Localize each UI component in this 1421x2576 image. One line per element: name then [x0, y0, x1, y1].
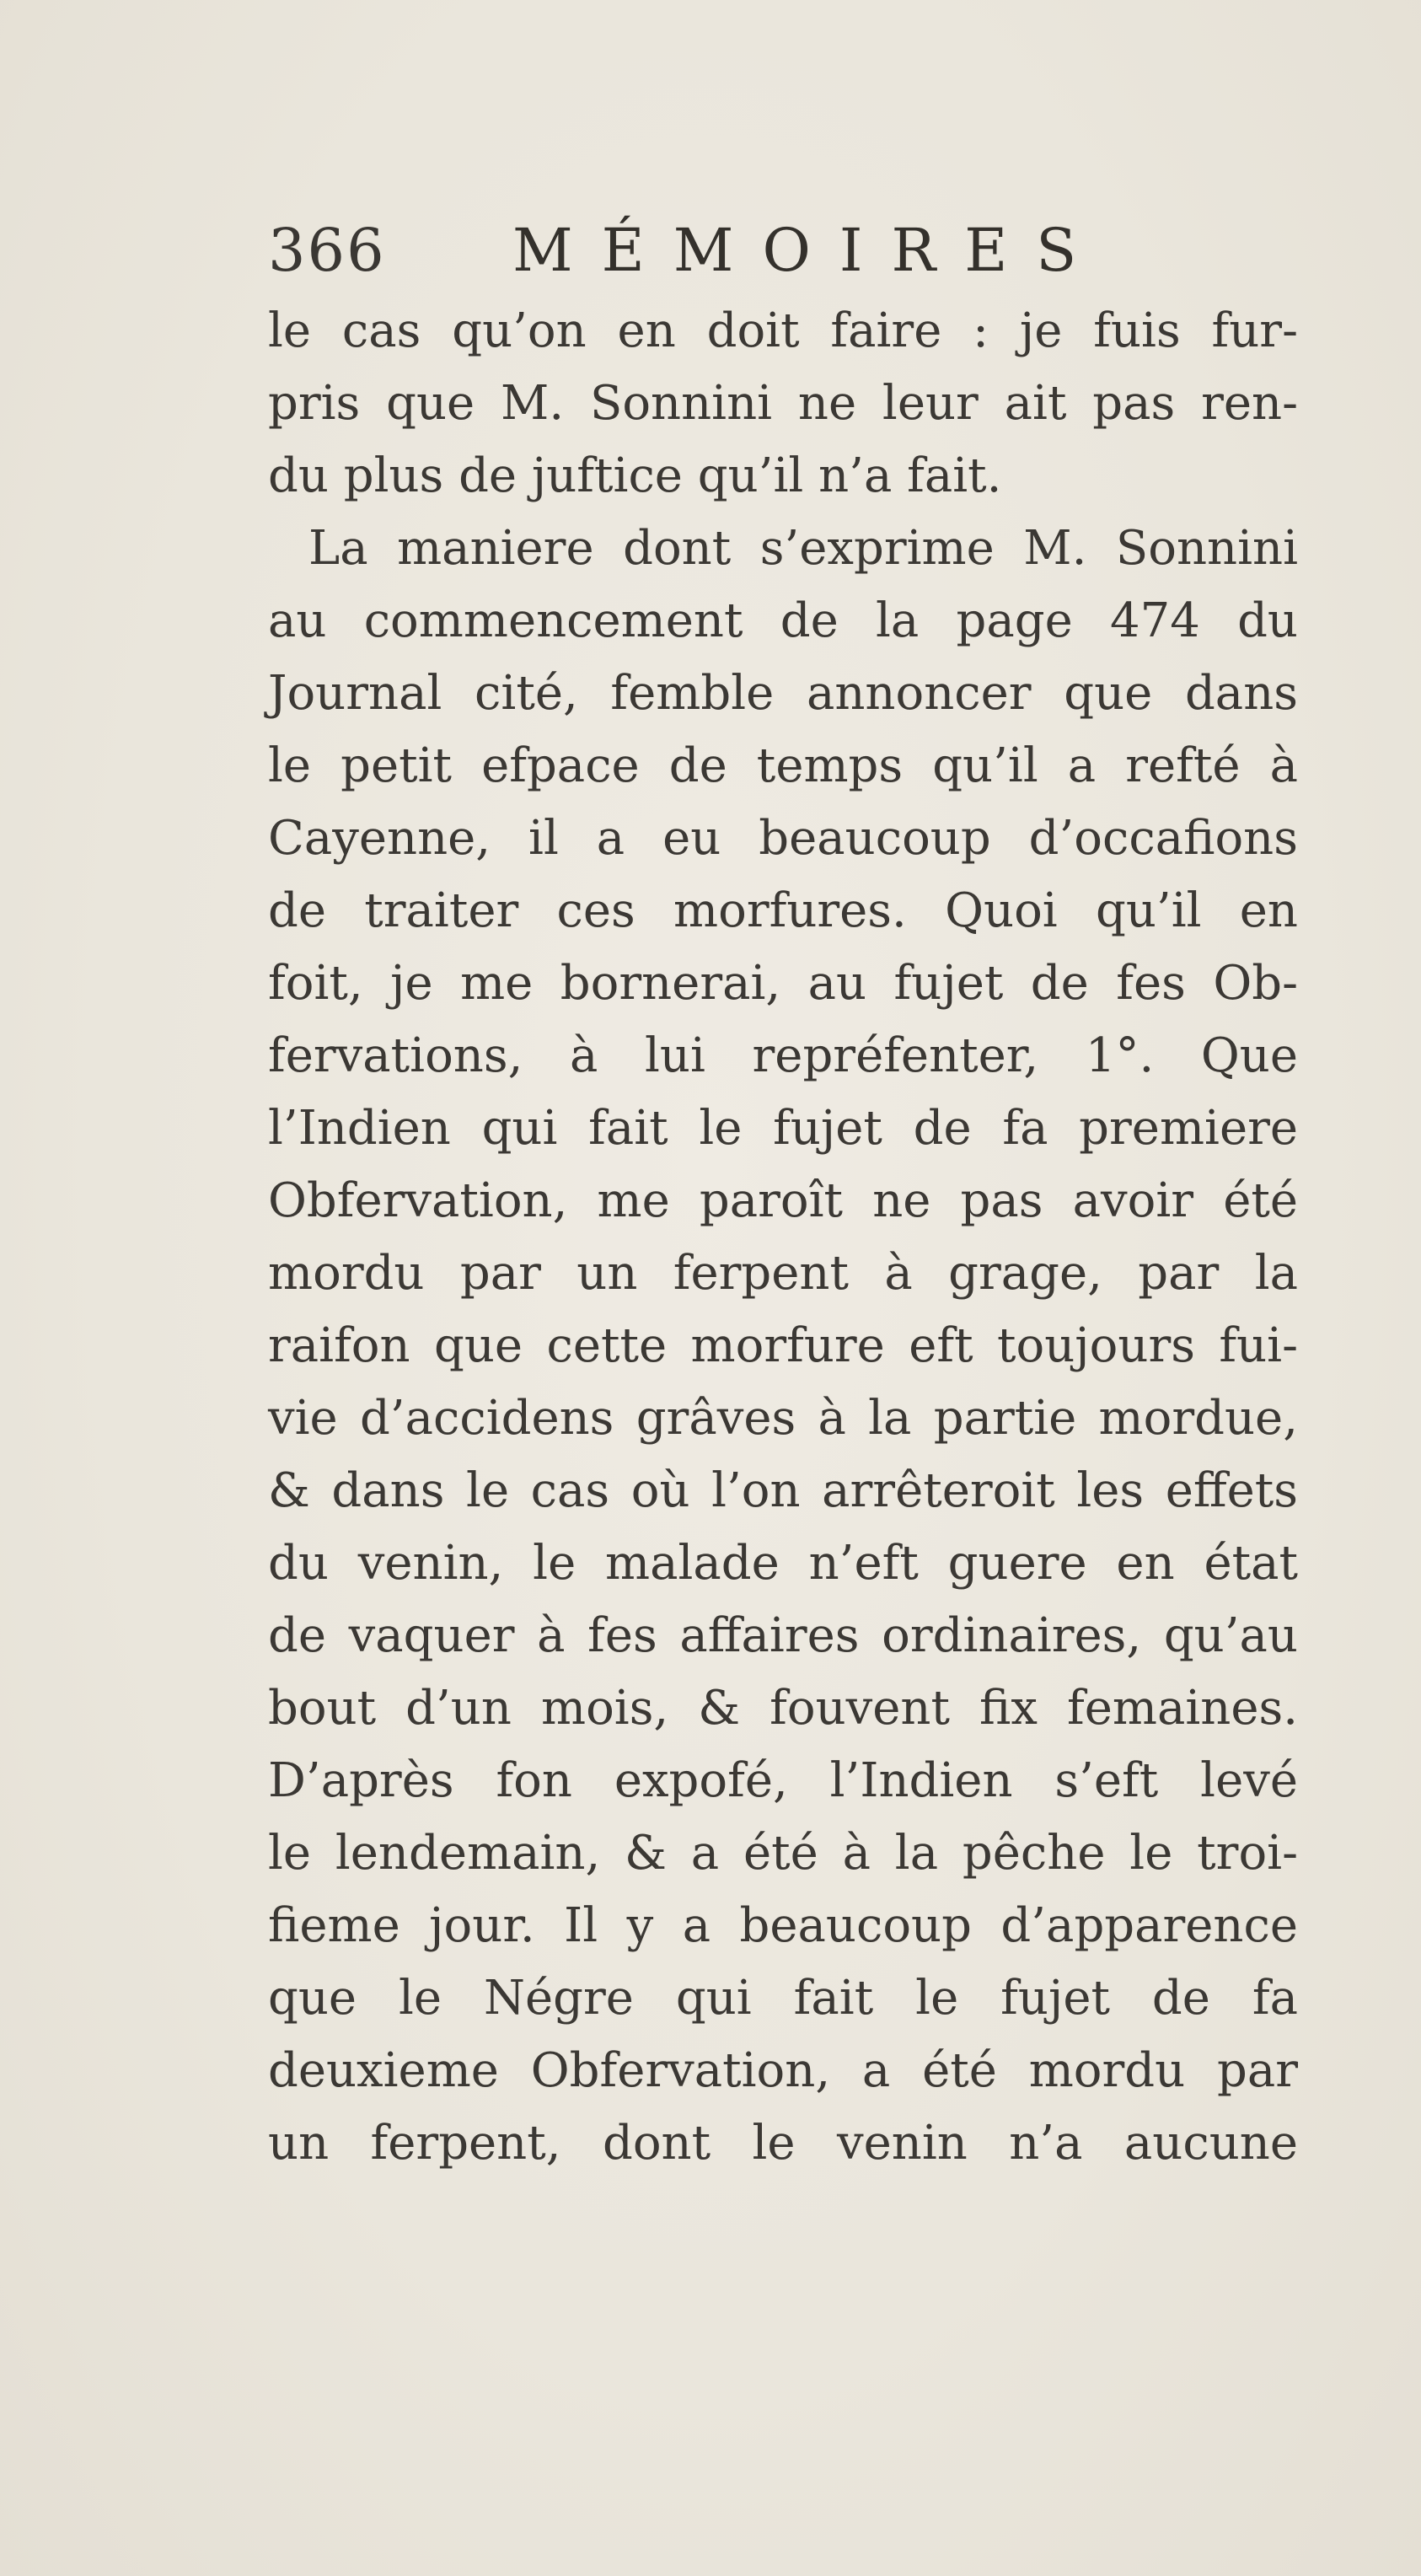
page-header	[268, 212, 1364, 288]
text-line: Obfervation, me paroît ne pas avoir été	[268, 1173, 1298, 1228]
text-line: fervations, à lui repréfenter, 1°. Que	[268, 1028, 1298, 1083]
text-line: le petit efpace de temps qu’il a refté à	[268, 738, 1298, 793]
text-line: l’Indien qui fait le fujet de fa premiere	[268, 1101, 1298, 1156]
text-line: foit, je me bornerai, au fujet de fes Ob-	[268, 956, 1298, 1011]
text-line: fieme jour. Il y a beaucoup d’apparence	[268, 1898, 1298, 1953]
text-line: mordu par un ferpent à grage, par la	[268, 1246, 1298, 1301]
text-line: & dans le cas où l’on arrêteroit les effets	[268, 1463, 1298, 1518]
text-line: D’après fon expofé, l’Indien s’eft levé	[268, 1753, 1298, 1808]
text-line: vie d’accidens grâves à la partie mordue,	[268, 1391, 1298, 1446]
text-line: de traiter ces morfures. Quoi qu’il en	[268, 883, 1298, 938]
text-line: du venin, le malade n’eft guere en état	[268, 1536, 1298, 1591]
running-head: MÉMOIRES	[512, 216, 1106, 285]
text-line: au commencement de la page 474 du	[268, 593, 1298, 648]
page-number: 366	[268, 216, 386, 285]
text-line: pris que M. Sonnini ne leur ait pas ren-	[268, 376, 1298, 431]
text-line: le lendemain, & a été à la pêche le troi-	[268, 1826, 1298, 1881]
text-line: raifon que cette morfure eft toujours fui-	[268, 1318, 1298, 1373]
text-line: le cas qu’on en doit faire : je fuis fur-	[268, 303, 1298, 358]
text-line: Journal cité, femble annoncer que dans	[268, 666, 1298, 721]
body-text	[268, 295, 1298, 2180]
text-line: que le Négre qui fait le fujet de fa	[268, 1971, 1298, 2026]
text-line: un ferpent, dont le venin n’a aucune	[268, 2116, 1298, 2171]
text-line: Cayenne, il a eu beaucoup d’occafions	[268, 811, 1298, 866]
text-line: bout d’un mois, & fouvent fix femaines.	[268, 1681, 1298, 1736]
text-line: La maniere dont s’exprime M. Sonnini	[308, 521, 1298, 576]
text-line: du plus de juftice qu’il n’a fait.	[268, 448, 1002, 503]
text-line: de vaquer à fes affaires ordinaires, qu’au	[268, 1608, 1298, 1663]
text-line: deuxieme Obfervation, a été mordu par	[268, 2043, 1298, 2098]
